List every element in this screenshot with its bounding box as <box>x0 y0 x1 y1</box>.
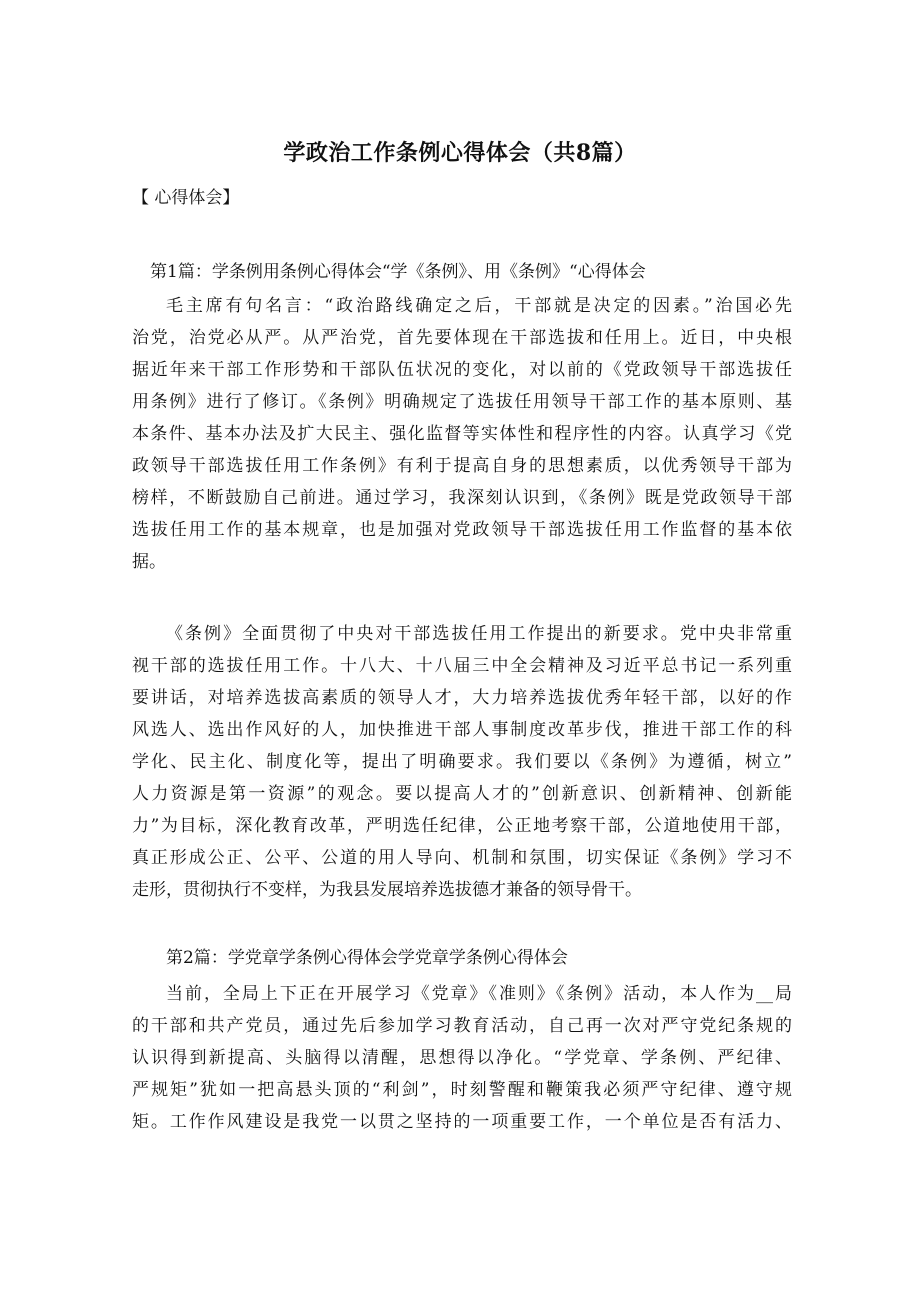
paragraph-line: 人力资源是第一资源”的观念。要以提高人才的”创新意识、创新精神、创新能 <box>132 784 792 804</box>
paragraph-line: 视干部的选拔任用工作。十八大、十八届三中全会精神及习近平总书记一系列重 <box>132 656 792 676</box>
article-1-paragraph-1 <box>132 290 792 578</box>
paragraph-line: 据近年来干部工作形势和干部队伍状况的变化，对以前的《党政领导干部选拔任 <box>132 360 792 380</box>
paragraph-line: 用条例》进行了修订。《条例》明确规定了选拔任用领导干部工作的基本原则、基 <box>132 392 792 412</box>
article-1-paragraph-2 <box>132 618 792 906</box>
paragraph-line: 真正形成公正、公平、公道的用人导向、机制和氛围，切实保证《条例》学习不 <box>132 848 792 868</box>
paragraph-line: 《条例》全面贯彻了中央对干部选拔任用工作提出的新要求。党中央非常重 <box>166 624 792 644</box>
paragraph-line: 严规矩”犹如一把高悬头顶的“利剑”，时刻警醒和鞭策我必须严守纪律、遵守规 <box>132 1080 792 1100</box>
paragraph-line: 毛主席有句名言：“政治路线确定之后，干部就是决定的因素。”治国必先 <box>166 296 792 316</box>
article-2-heading: 第2篇：学党章学条例心得体会学党章学条例心得体会 <box>166 948 568 968</box>
document-title: 学政治工作条例心得体会（共8篇） <box>283 140 637 166</box>
paragraph-line: 走形，贯彻执行不变样，为我县发展培养选拔德才兼备的领导骨干。 <box>132 880 642 900</box>
paragraph-line: 政领导干部选拔任用工作条例》有利于提高自身的思想素质，以优秀领导干部为 <box>132 456 792 476</box>
article-2-paragraph-1 <box>132 978 792 1138</box>
paragraph-line: 治党，治党必从严。从严治党，首先要体现在干部选拔和任用上。近日，中央根 <box>132 328 792 348</box>
paragraph-line: 据。 <box>132 552 166 572</box>
paragraph-line: 力”为目标，深化教育改革，严明选任纪律，公正地考察干部，公道地使用干部， <box>132 816 792 836</box>
article-1-heading: 第1篇：学条例用条例心得体会“学《条例》、用《条例》“心得体会 <box>150 262 646 282</box>
paragraph-line: 的干部和共产党员，通过先后参加学习教育活动，自己再一次对严守党纪条规的 <box>132 1016 792 1036</box>
category-label: 【 心得体会】 <box>132 188 240 208</box>
paragraph-line: 风选人、选出作风好的人，加快推进干部人事制度改革步伐，推进干部工作的科 <box>132 720 792 740</box>
paragraph-line: 选拔任用工作的基本规章，也是加强对党政领导干部选拔任用工作监督的基本依 <box>132 520 792 540</box>
paragraph-line: 要讲话，对培养选拔高素质的领导人才，大力培养选拔优秀年轻干部，以好的作 <box>132 688 792 708</box>
paragraph-line: 当前，全局上下正在开展学习《党章》《准则》《条例》活动，本人作为__局 <box>166 984 792 1004</box>
paragraph-line: 认识得到新提高、头脑得以清醒，思想得以净化。“学党章、学条例、严纪律、 <box>132 1048 792 1068</box>
paragraph-line: 榜样，不断鼓励自己前进。通过学习，我深刻认识到，《条例》既是党政领导干部 <box>132 488 792 508</box>
paragraph-line: 学化、民主化、制度化等，提出了明确要求。我们要以《条例》为遵循，树立” <box>132 752 792 772</box>
paragraph-line: 本条件、基本办法及扩大民主、强化监督等实体性和程序性的内容。认真学习《党 <box>132 424 792 444</box>
paragraph-line: 矩。工作作风建设是我党一以贯之坚持的一项重要工作，一个单位是否有活力、 <box>132 1112 792 1132</box>
